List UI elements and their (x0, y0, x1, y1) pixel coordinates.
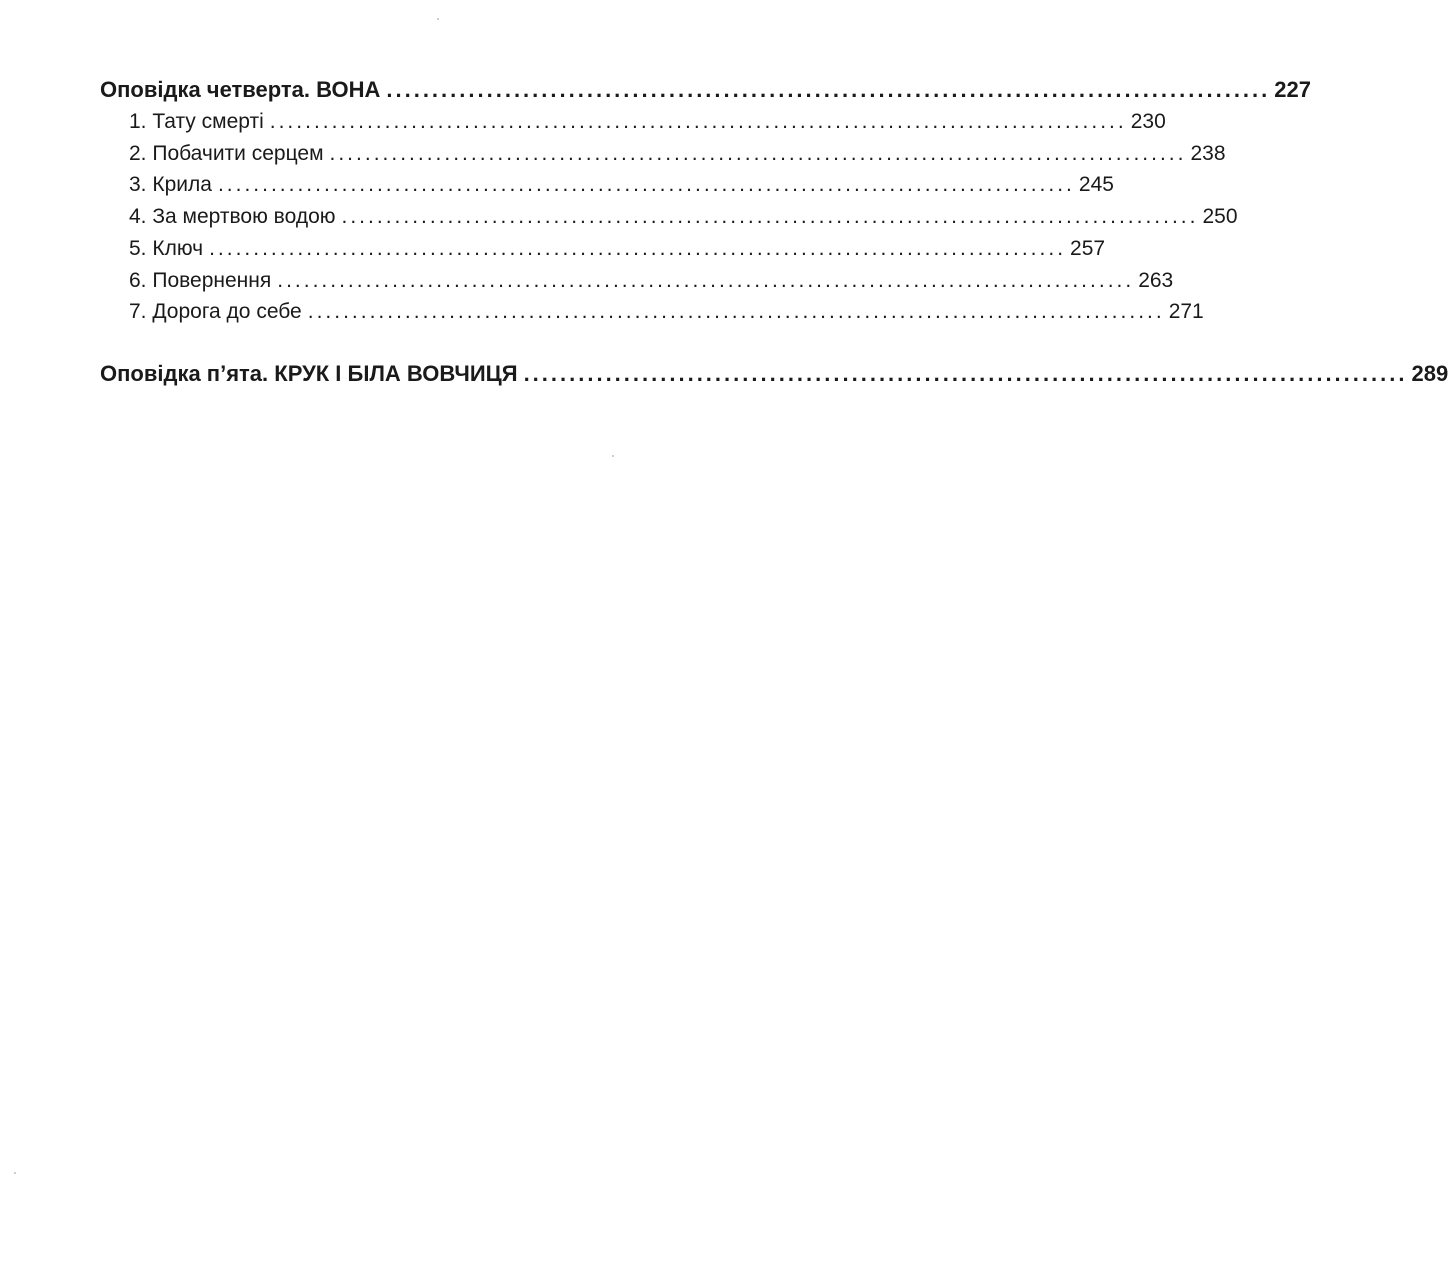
toc-part-title: Оповідка п’ята. КРУК І БІЛА ВОВЧИЦЯ (100, 360, 518, 386)
toc-page-number: 271 (1168, 300, 1204, 324)
page-speck (14, 1172, 16, 1174)
dot-leader: ................................................................................................. (269, 110, 1127, 133)
toc-chapter-title: 2. Побачити серцем (129, 141, 324, 165)
dot-leader: ................................................................................................. (386, 77, 1271, 102)
dot-leader: ................................................................................................. (209, 236, 1067, 260)
toc-chapter[interactable] (100, 296, 1204, 328)
toc-part-title: Оповідка четверта. ВОНА (100, 77, 381, 102)
dot-leader: ................................................................................................. (341, 205, 1199, 229)
toc-page-number: 227 (1274, 77, 1311, 102)
table-of-contents (100, 74, 1448, 390)
toc-page-number: 230 (1130, 110, 1166, 133)
dot-leader: ................................................................................................. (277, 268, 1135, 292)
toc-page-number: 238 (1190, 141, 1226, 165)
page-speck (612, 455, 614, 457)
page-speck (437, 18, 439, 20)
toc-page-number: 263 (1138, 268, 1174, 292)
toc-chapter[interactable] (100, 138, 1226, 170)
toc-page-number: 257 (1070, 236, 1106, 260)
toc-chapter-title: 3. Крила (129, 173, 212, 197)
toc-chapter[interactable] (100, 106, 1166, 138)
dot-leader: ................................................................................................. (307, 300, 1165, 324)
toc-chapter-list (100, 106, 1238, 328)
toc-chapter[interactable] (100, 265, 1174, 297)
toc-chapter-title: 6. Повернення (129, 268, 272, 292)
dot-leader: ................................................................................................. (217, 173, 1075, 197)
toc-chapter[interactable] (100, 169, 1114, 201)
toc-page-number: 289 (1411, 360, 1448, 386)
toc-chapter-title: 5. Ключ (129, 236, 204, 260)
toc-chapter-title: 1. Тату смерті (129, 110, 264, 133)
toc-page-number: 250 (1202, 205, 1238, 229)
dot-leader: ................................................................................................. (329, 141, 1187, 165)
toc-chapter-title: 4. За мертвою водою (129, 205, 336, 229)
dot-leader: ................................................................................................. (523, 360, 1408, 386)
toc-chapter-title: 7. Дорога до себе (129, 300, 302, 324)
toc-part-4[interactable] (100, 74, 1311, 106)
toc-page-number: 245 (1078, 173, 1114, 197)
toc-chapter[interactable] (100, 201, 1238, 233)
toc-chapter[interactable] (100, 233, 1106, 265)
toc-part-5[interactable] (100, 358, 1448, 390)
